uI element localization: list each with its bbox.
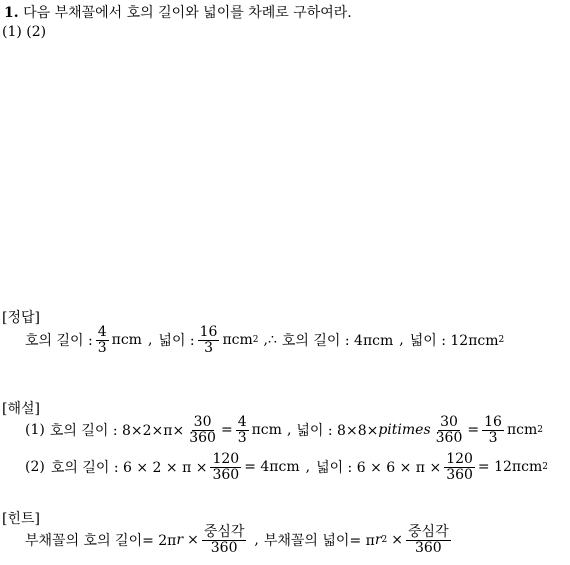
solution-row-2: [25, 452, 548, 482]
sub-label-2: (2): [26, 24, 47, 40]
fraction-denominator: 360: [189, 429, 216, 446]
solution-row1-comma: ,: [286, 422, 292, 439]
fraction-numerator: 16: [484, 414, 502, 430]
solution-row2-len-frac: [210, 452, 241, 482]
fraction-numerator: 120: [446, 451, 473, 467]
answer-heading: [정답]: [2, 310, 40, 326]
fraction-numerator: 4: [237, 414, 247, 430]
solution-row1-area-prefix: 넓이 : 8×8×: [296, 423, 379, 440]
equals-sign: =: [467, 422, 480, 439]
solution-row1-pitimes: pitimes: [378, 422, 431, 439]
hint-text-1: 부채꼴의 호의 길이= 2π: [25, 533, 177, 550]
equals-sign: =: [220, 422, 233, 439]
solution-row2-area-prefix: 넓이 : 6 × 6 × π ×: [316, 460, 442, 477]
problem-text: 다음 부채꼴에서 호의 길이와 넓이를 차례로 구하여라.: [23, 5, 352, 21]
superscript-2: 2: [381, 535, 388, 546]
fraction-numerator: 중심각: [408, 524, 449, 540]
answer-len-prefix: 호의 길이 :: [25, 333, 93, 350]
answer-comma-1: ,: [147, 332, 153, 349]
hint-fraction-1: [202, 525, 247, 555]
answer-part2-area: 넓이 : 12πcm: [409, 333, 499, 350]
solution-heading: [해설]: [2, 401, 40, 417]
answer-separator: ,∴: [263, 332, 277, 349]
answer-line: [25, 325, 504, 355]
fraction-numerator: 120: [212, 451, 240, 467]
solution-row1-len-prefix: 호의 길이 : 8×2×π×: [49, 423, 185, 440]
problem-statement: [4, 2, 352, 22]
fraction-denominator: 3: [237, 429, 247, 446]
hint-line: [25, 525, 454, 555]
hint-r: r: [176, 532, 184, 549]
solution-row2-len-result: = 4πcm: [244, 459, 300, 476]
solution-row-1: [25, 415, 543, 445]
solution-row1-label: (1): [25, 422, 45, 439]
answer-area-unit: πcm: [222, 332, 253, 349]
answer-part2-len: 호의 길이 : 4πcm: [281, 333, 394, 350]
answer-area-fraction: [198, 325, 220, 355]
fraction-denominator: 360: [435, 429, 463, 446]
solution-row1-area-frac: [434, 415, 465, 445]
fraction-denominator: 360: [210, 539, 238, 556]
fraction-numerator: 중심각: [203, 524, 245, 540]
solution-row1-len-result: [236, 415, 249, 445]
solution-row2-len-prefix: 호의 길이 : 6 × 2 × π ×: [50, 460, 208, 477]
hint-comma: ,: [254, 532, 259, 549]
superscript-2: 2: [252, 335, 259, 346]
fraction-denominator: 360: [446, 466, 473, 483]
superscript-2: 2: [542, 462, 548, 473]
solution-row1-area-result: [482, 415, 504, 445]
sub-labels: [2, 24, 46, 40]
times-sign: ×: [187, 532, 199, 549]
fraction-numerator: 30: [440, 414, 458, 430]
solution-row2-comma: ,: [305, 459, 311, 476]
answer-len-num: 4: [97, 324, 107, 340]
superscript-2: 2: [537, 425, 543, 436]
answer-len-unit: πcm: [111, 332, 142, 349]
answer-len-den: 3: [97, 339, 107, 356]
fraction-denominator: 360: [212, 466, 240, 483]
hint-r2: r: [374, 532, 382, 549]
solution-row2-area-frac: [444, 452, 475, 482]
fraction-denominator: 360: [414, 539, 442, 556]
problem-number: 1.: [4, 5, 19, 21]
answer-area-prefix: 넓이 :: [158, 333, 195, 350]
answer-comma-2: ,: [399, 332, 404, 349]
answer-area-num: 16: [199, 324, 218, 340]
fraction-numerator: 30: [193, 414, 212, 430]
solution-row2-area-result: = 12πcm: [477, 459, 543, 476]
answer-area-den: 3: [204, 339, 214, 356]
hint-heading: [힌트]: [2, 511, 40, 527]
fraction-denominator: 3: [488, 429, 498, 446]
answer-len-fraction: [96, 325, 109, 355]
solution-row1-len-unit: πcm: [251, 422, 282, 439]
hint-text-2: 부채꼴의 넓이= π: [263, 533, 375, 550]
superscript-2: 2: [498, 335, 505, 346]
times-sign: ×: [391, 532, 404, 549]
solution-row2-label: (2): [25, 459, 45, 476]
solution-row1-len-frac: [187, 415, 218, 445]
solution-row1-area-unit: πcm: [506, 422, 538, 439]
hint-fraction-2: [406, 525, 451, 555]
sub-label-1: (1): [2, 24, 22, 40]
